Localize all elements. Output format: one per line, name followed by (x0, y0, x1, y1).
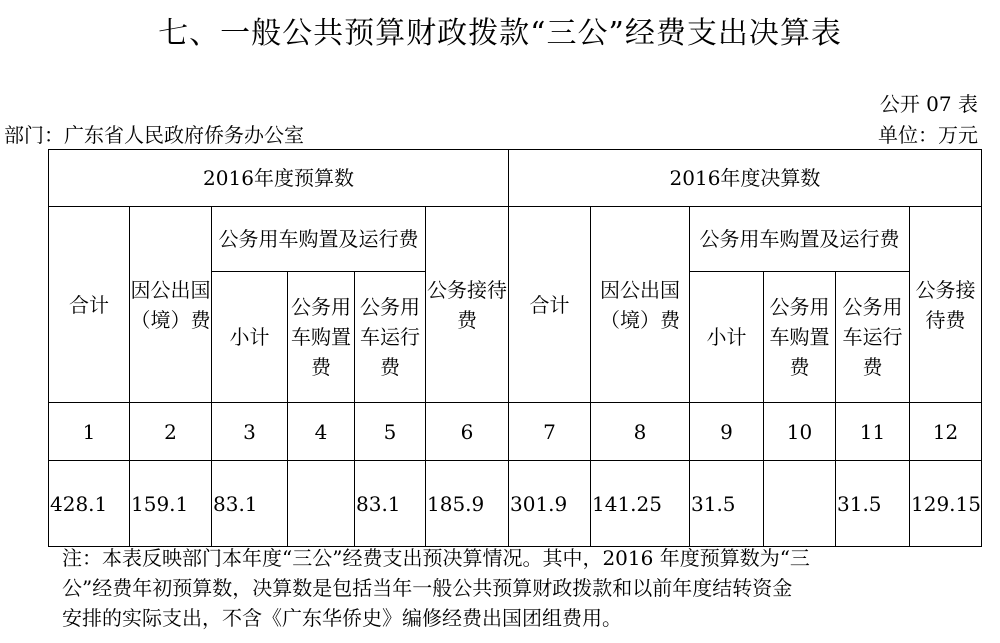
value-cell (288, 461, 355, 547)
unit-label: 单位：万元 (878, 123, 978, 147)
col-number: 12 (910, 403, 982, 461)
value-cell: 83.1 (212, 461, 288, 547)
col-number: 3 (212, 403, 288, 461)
header-abroad-budget: 因公出国（境）费 (130, 207, 212, 403)
value-cell: 31.5 (690, 461, 764, 547)
header-vehicle-purchase-budget: 公务用车购置费 (288, 272, 355, 403)
value-cell: 301.9 (509, 461, 591, 547)
col-number: 11 (836, 403, 910, 461)
col-number: 2 (130, 403, 212, 461)
header-subtotal-final: 小计 (690, 272, 764, 403)
footnote-line: 安排的实际支出，不含《广东华侨史》编修经费出国团组费用。 (62, 606, 622, 630)
value-cell: 159.1 (130, 461, 212, 547)
expense-table (48, 149, 982, 547)
department-label: 部门：广东省人民政府侨务办公室 (4, 123, 304, 147)
col-number: 9 (690, 403, 764, 461)
footnote-line: 公”经费年初预算数，决算数是包括当年一般公共预算财政拨款和以前年度结转资金 (62, 576, 793, 600)
value-cell: 31.5 (836, 461, 910, 547)
budget-header: 2016年度预算数 (49, 150, 509, 207)
footnote-line: 注：本表反映部门本年度“三公”经费支出预决算情况。其中，2016 年度预算数为“三 (62, 546, 810, 570)
value-cell (764, 461, 836, 547)
final-header: 2016年度决算数 (509, 150, 982, 207)
value-cell: 141.25 (591, 461, 690, 547)
form-number: 公开 07 表 (879, 92, 978, 116)
header-reception-budget: 公务接待费 (426, 207, 509, 403)
value-cell: 83.1 (355, 461, 426, 547)
col-number: 7 (509, 403, 591, 461)
value-cell: 185.9 (426, 461, 509, 547)
value-cell: 428.1 (49, 461, 130, 547)
col-number: 6 (426, 403, 509, 461)
col-number: 8 (591, 403, 690, 461)
value-cell: 129.15 (910, 461, 982, 547)
header-total-final: 合计 (509, 207, 591, 403)
col-number: 5 (355, 403, 426, 461)
col-number: 10 (764, 403, 836, 461)
header-vehicle-group-budget: 公务用车购置及运行费 (212, 207, 426, 272)
header-vehicle-group-final: 公务用车购置及运行费 (690, 207, 910, 272)
col-number: 4 (288, 403, 355, 461)
header-vehicle-run-final: 公务用车运行费 (836, 272, 910, 403)
col-number: 1 (49, 403, 130, 461)
page-title: 七、一般公共预算财政拨款“三公”经费支出决算表 (158, 16, 842, 51)
header-reception-final: 公务接待费 (910, 207, 982, 403)
header-vehicle-run-budget: 公务用车运行费 (355, 272, 426, 403)
header-vehicle-purchase-final: 公务用车购置费 (764, 272, 836, 403)
footnote (62, 543, 982, 633)
header-subtotal-budget: 小计 (212, 272, 288, 403)
header-abroad-final: 因公出国（境）费 (591, 207, 690, 403)
header-total-budget: 合计 (49, 207, 130, 403)
